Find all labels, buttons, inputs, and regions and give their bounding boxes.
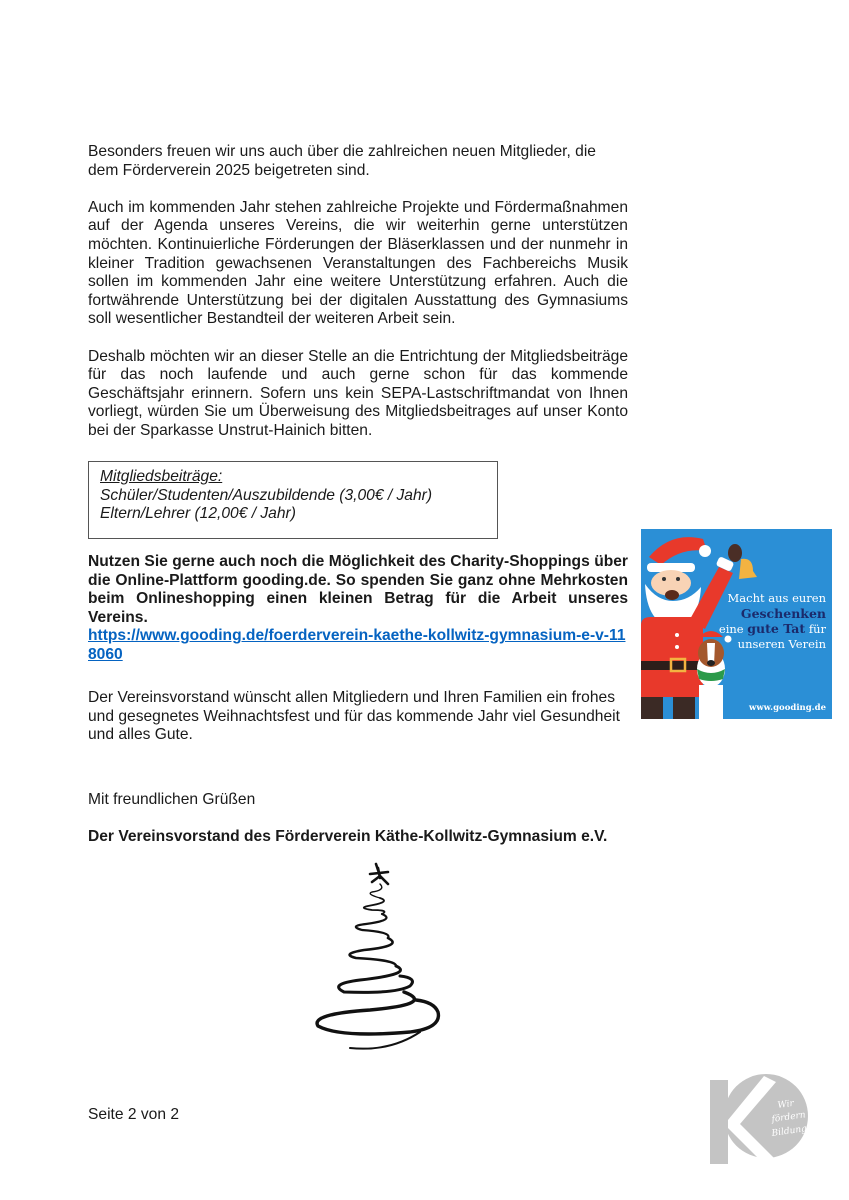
membership-fees-box [88,461,498,539]
christmas-tree-icon [300,862,445,1054]
gooding-promo-image [641,529,832,719]
fees-title: Mitgliedsbeiträge: [100,468,223,485]
fee-line-students: Schüler/Studenten/Auszubildende (3,00€ / Jahr) [100,486,433,504]
body-text [88,143,628,441]
school-logo [706,1068,816,1168]
signature: Der Vereinsvorstand des Förderverein Käthe-Kollwitz-Gymnasium e.V. [88,827,608,845]
paragraph-greetings: Der Vereinsvorstand wünscht allen Mitgliedern und Ihren Familien ein frohes und gesegnetes Weihnachtsfest und für das kommende Jahr viel Gesundheit und alles Gute. [88,689,620,744]
page-number: Seite 2 von 2 [88,1106,180,1123]
promo-highlight-gifts: Geschenken [740,606,826,621]
charity-section [88,553,628,665]
promo-line-4: unseren Verein [737,637,826,651]
paragraph-fees-reminder: Deshalb möchten wir an dieser Stelle an die Entrichtung der Mitgliedsbeiträge für das noch laufende und auch gerne schon für das kommende Geschäftsjahr erinnern. Sofern uns kein SEPA-Lastschriftmandat von Ihnen vorliegt, würden Sie um Überweisung des Mitgliedsbeitrages auf unser Konto bei der Sparkasse Unstrut-Hainich bitten. [88,347,628,439]
svg-text:Wir: Wir [777,1098,795,1111]
promo-line-1: Macht aus euren [727,591,826,605]
fee-line-parents: Eltern/Lehrer (12,00€ / Jahr) [100,505,296,523]
paragraph-new-members: Besonders freuen wir uns auch über die zahlreichen neuen Mitglieder, die dem Förderverein 2025 beigetreten sind. [88,143,596,179]
svg-text:Bildung!: Bildung! [771,1123,812,1139]
paragraph-charity-shopping: Nutzen Sie gerne auch noch die Möglichkeit des Charity-Shoppings über die Online-Plattform gooding.de. So spenden Sie ganz ohne Mehrkosten beim Onlineshopping einen kleinen Betrag für die Arbeit unseres Vereins. [88,553,628,626]
promo-slogan [716,591,826,652]
promo-highlight-good-deed: gute Tat [747,621,806,636]
promo-url: www.gooding.de [749,703,826,713]
svg-text:fördern: fördern [771,1110,807,1125]
gooding-link[interactable]: https://www.gooding.de/foerderverein-kaethe-kollwitz-gymnasium-e-v-118060 [88,627,626,663]
promo-line-3: eine gute Tat für [718,621,826,636]
paragraph-projects: Auch im kommenden Jahr stehen zahlreiche Projekte und Fördermaßnahmen auf der Agenda unseres Vereins, die wir weiterhin gerne unterstützen möchten. Kontinuierliche Förderungen der Bläserklassen und der nunmehr in kleiner Tradition gewachsenen Veranstaltungen des Fachbereichs Musik sollen im kommenden Jahr eine weitere Unterstützung erfahren. Auch die fortwährende Unterstützung bei der digitalen Ausstattung des Gymnasiums soll wesentlicher Bestandteil der weiteren Arbeit sein. [88,198,628,328]
closing-section [88,689,628,847]
closing-phrase: Mit freundlichen Grüßen [88,790,256,808]
